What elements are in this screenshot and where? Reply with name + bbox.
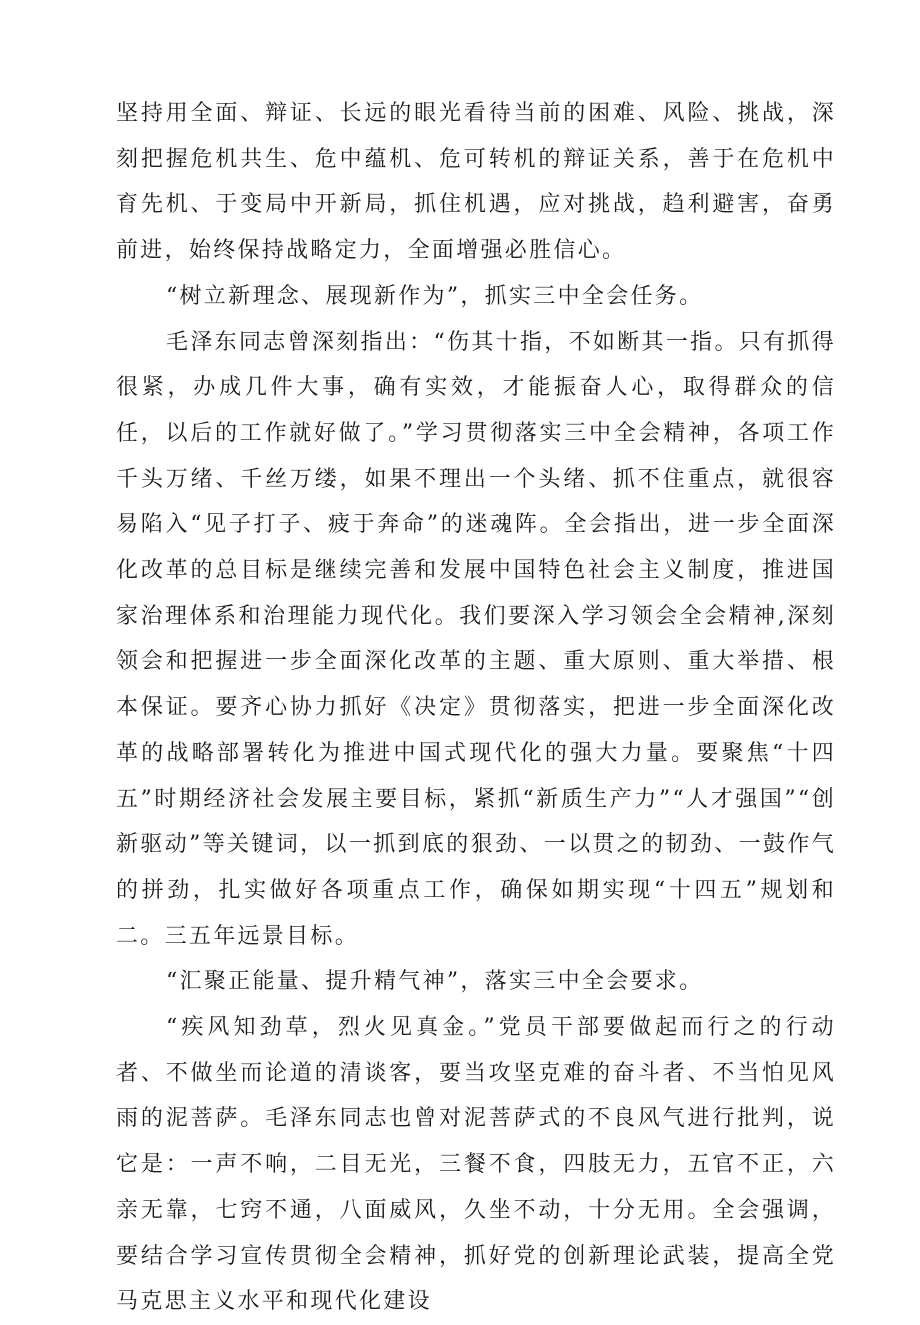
paragraph-continuation: 坚持用全面、辩证、长远的眼光看待当前的困难、风险、挑战，深刻把握危机共生、危中蕴机、危可转机的辩证关系，善于在危机中育先机、于变局中开新局，抓住机遇，应对挑战，趋利避害，奋勇前进，始终保持战略定力，全面增强必胜信心。 bbox=[116, 101, 836, 264]
document-body bbox=[116, 91, 836, 1325]
paragraph-action: “疾风知劲草，烈火见真金。”党员干部要做起而行之的行动者、不做坐而论道的清谈客，要当攻坚克难的奋斗者、不当怕见风雨的泥菩萨。毛泽东同志也曾对泥菩萨式的不良风气进行批判，说它是：一声不响，二目无光，三餐不食，四肢无力，五官不正，六亲无靠，七窍不通，八面威风，久坐不动，十分无用。全会强调，要结合学习宣传贯彻全会精神，抓好党的创新理论武装，提高全党马克思主义水平和现代化建设 bbox=[116, 1015, 836, 1315]
section-heading-positive-energy: “汇聚正能量、提升精气神”，落实三中全会要求。 bbox=[166, 969, 704, 995]
paragraph-mao-quote: 毛泽东同志曾深刻指出：“伤其十指，不如断其一指。只有抓得很紧，办成几件大事，确有实效，才能振奋人心，取得群众的信任，以后的工作就好做了。”学习贯彻落实三中全会精神，各项工作千头万绪、千丝万缕，如果不理出一个头绪、抓不住重点，就很容易陷入“见子打子、疲于奔命”的迷魂阵。全会指出，进一步全面深化改革的总目标是继续完善和发展中国特色社会主义制度，推进国家治理体系和治理能力现代化。我们要深入学习领会全会精神,深刻领会和把握进一步全面深化改革的主题、重大原则、重大举措、根本保证。要齐心协力抓好《决定》贯彻落实，把进一步全面深化改革的战略部署转化为推进中国式现代化的强大力量。要聚焦“十四五”时期经济社会发展主要目标，紧抓“新质生产力”“人才强国”“创新驱动”等关键词，以一抓到底的狠劲、一以贯之的韧劲、一鼓作气的拼劲，扎实做好各项重点工作，确保如期实现“十四五”规划和二。三五年远景目标。 bbox=[116, 329, 836, 949]
section-heading-new-ideas: “树立新理念、展现新作为”，抓实三中全会任务。 bbox=[166, 283, 704, 309]
